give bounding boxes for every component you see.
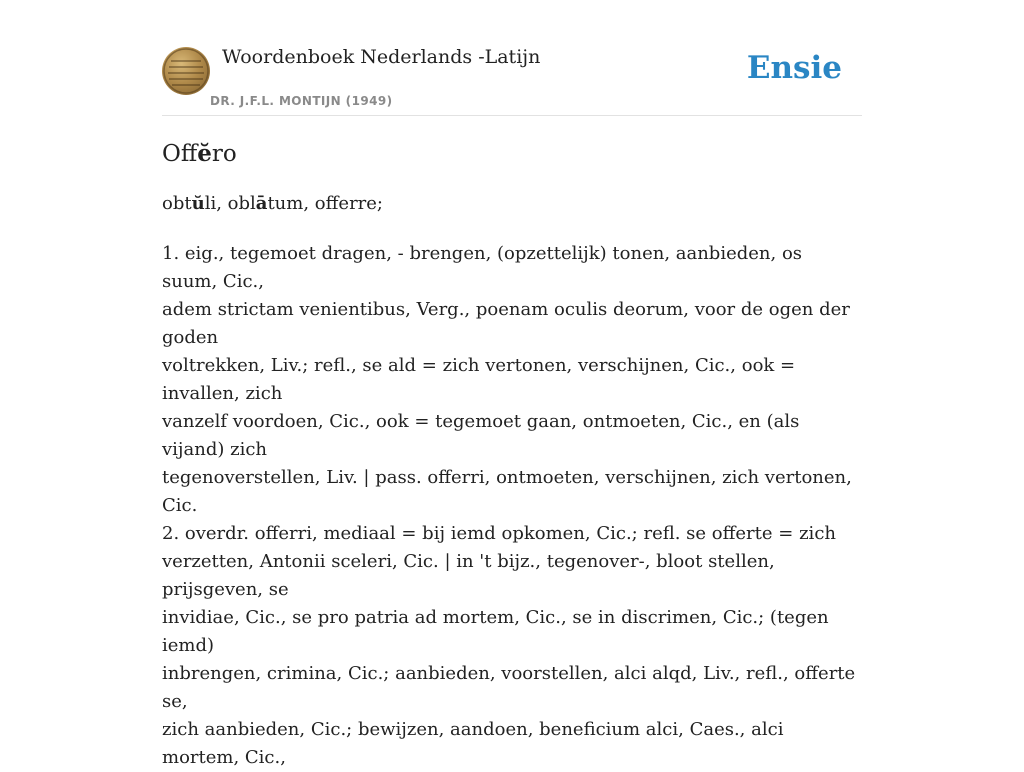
- definition-line: vanzelf voordoen, Cic., ook = tegemoet gaan, ontmoeten, Cic., en (als vijand) zich: [162, 411, 800, 460]
- definition-line: tegenoverstellen, Liv. | pass. offerri, ontmoeten, verschijnen, zich vertonen, Cic.: [162, 467, 852, 516]
- form-post: tum,: [267, 193, 315, 214]
- definition-line: 1. eig., tegemoet dragen, - brengen, (opzettelijk) tonen, aanbieden, os suum, Cic.,: [162, 243, 803, 292]
- entry-title-pre: Off: [162, 141, 198, 167]
- definition-line: 2. overdr. offerri, mediaal = bij iemd opkomen, Cic.; refl. se offerte = zich: [162, 523, 836, 544]
- coin-icon[interactable]: [162, 47, 210, 95]
- book-author: DR. J.F.L. MONTIJN (1949): [210, 94, 393, 108]
- definition-line: voltrekken, Liv.; refl., se ald = zich vertonen, verschijnen, Cic., ook = invallen, zich: [162, 355, 796, 404]
- site-header: [162, 0, 862, 116]
- entry-title: [162, 140, 237, 167]
- form-accent: ŭ: [191, 193, 205, 214]
- entry-title-post: ro: [211, 141, 237, 167]
- form-accent: ā: [255, 193, 268, 214]
- book-title[interactable]: Woordenboek Nederlands -Latijn: [222, 46, 541, 68]
- coin-engraving: [162, 47, 210, 95]
- form-post: li,: [204, 193, 228, 214]
- form-pre: obt: [162, 193, 192, 214]
- definition-line: adem strictam venientibus, Verg., poenam oculis deorum, voor de ogen der goden: [162, 299, 850, 348]
- principal-parts: [162, 193, 383, 214]
- brand-logo[interactable]: Ensie: [746, 50, 842, 86]
- definition-line: verzetten, Antonii sceleri, Cic. | in 't bijz., tegenover-, bloot stellen, prijsgeven, se: [162, 551, 775, 600]
- entry-title-accent: ĕ: [197, 140, 212, 167]
- form-pre: obl: [227, 193, 256, 214]
- definition: [162, 240, 862, 772]
- definition-line: invidiae, Cic., se pro patria ad mortem, Cic., se in discrimen, Cic.; (tegen iemd): [162, 607, 829, 656]
- definition-line: zich aanbieden, Cic.; bewijzen, aandoen, beneficium alci, Caes., alci mortem, Cic.,: [162, 719, 784, 768]
- form-pre: offerre;: [314, 193, 383, 214]
- definition-line: inbrengen, crimina, Cic.; aanbieden, voorstellen, alci alqd, Liv., refl., offerte se,: [162, 663, 856, 712]
